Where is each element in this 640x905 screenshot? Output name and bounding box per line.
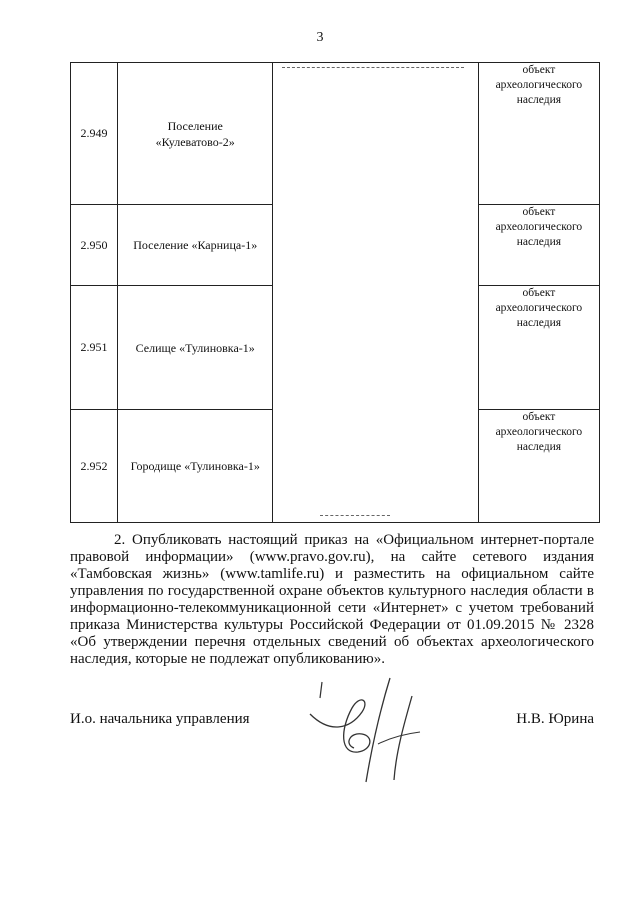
heritage-objects-table (70, 62, 600, 523)
paragraph-text: 2. Опубликовать настоящий приказ на «Официальном интернет-портале правовой информации» (www.pravo.gov.ru), на сайте сетевого издания «Тамбовская жизнь» (www.tamlife.ru) и разместить на официальном сайте управления по государственной охране объектов культурного наследия области в информационно-телекоммуникационной сети «Интернет» с учетом требований приказа Министерства культуры Российской Федерации от 01.09.2015 № 2328 «Об утверждении перечня отдельных сведений об объектах археологического наследия, которые не подлежат опубликованию». (70, 532, 594, 667)
object-name (118, 63, 273, 205)
row-number: 2.949 (71, 63, 118, 205)
category-line: наследия (516, 236, 562, 248)
object-name-line: Селище «Тулиновка-1» (135, 340, 255, 355)
object-name-line: Поселение (167, 118, 223, 133)
table-row (71, 63, 600, 205)
category-line: наследия (516, 317, 562, 329)
category-line: археологического (495, 79, 583, 91)
category-line: наследия (516, 94, 562, 106)
signatory-title: И.о. начальника управления (70, 711, 250, 727)
redaction-edge-bottom (320, 515, 390, 516)
object-name (118, 286, 273, 410)
object-name (118, 410, 273, 523)
category-line: объект (522, 287, 556, 299)
category-line: археологического (495, 426, 583, 438)
row-number: 2.952 (71, 410, 118, 523)
signatory-name: Н.В. Юрина (516, 711, 594, 727)
page-number: 3 (316, 30, 324, 45)
row-number: 2.950 (71, 205, 118, 286)
object-category (478, 63, 599, 205)
category-line: объект (522, 64, 556, 76)
category-line: наследия (516, 441, 562, 453)
object-category (478, 410, 599, 523)
redaction-edge-top (282, 67, 464, 68)
category-line: объект (522, 411, 556, 423)
object-name-line: «Кулеватово-2» (155, 134, 235, 149)
object-name-line: Поселение «Карница-1» (133, 238, 258, 252)
object-category (478, 286, 599, 410)
publication-paragraph (70, 532, 594, 668)
category-line: археологического (495, 302, 583, 314)
object-name-line: Городище «Тулиновка-1» (130, 459, 260, 473)
redacted-location-column (273, 63, 478, 523)
object-category (478, 205, 599, 286)
category-line: археологического (495, 221, 583, 233)
handwritten-signature (300, 674, 470, 784)
category-line: объект (522, 206, 556, 218)
row-number: 2.951 (71, 286, 118, 410)
object-name (118, 205, 273, 286)
